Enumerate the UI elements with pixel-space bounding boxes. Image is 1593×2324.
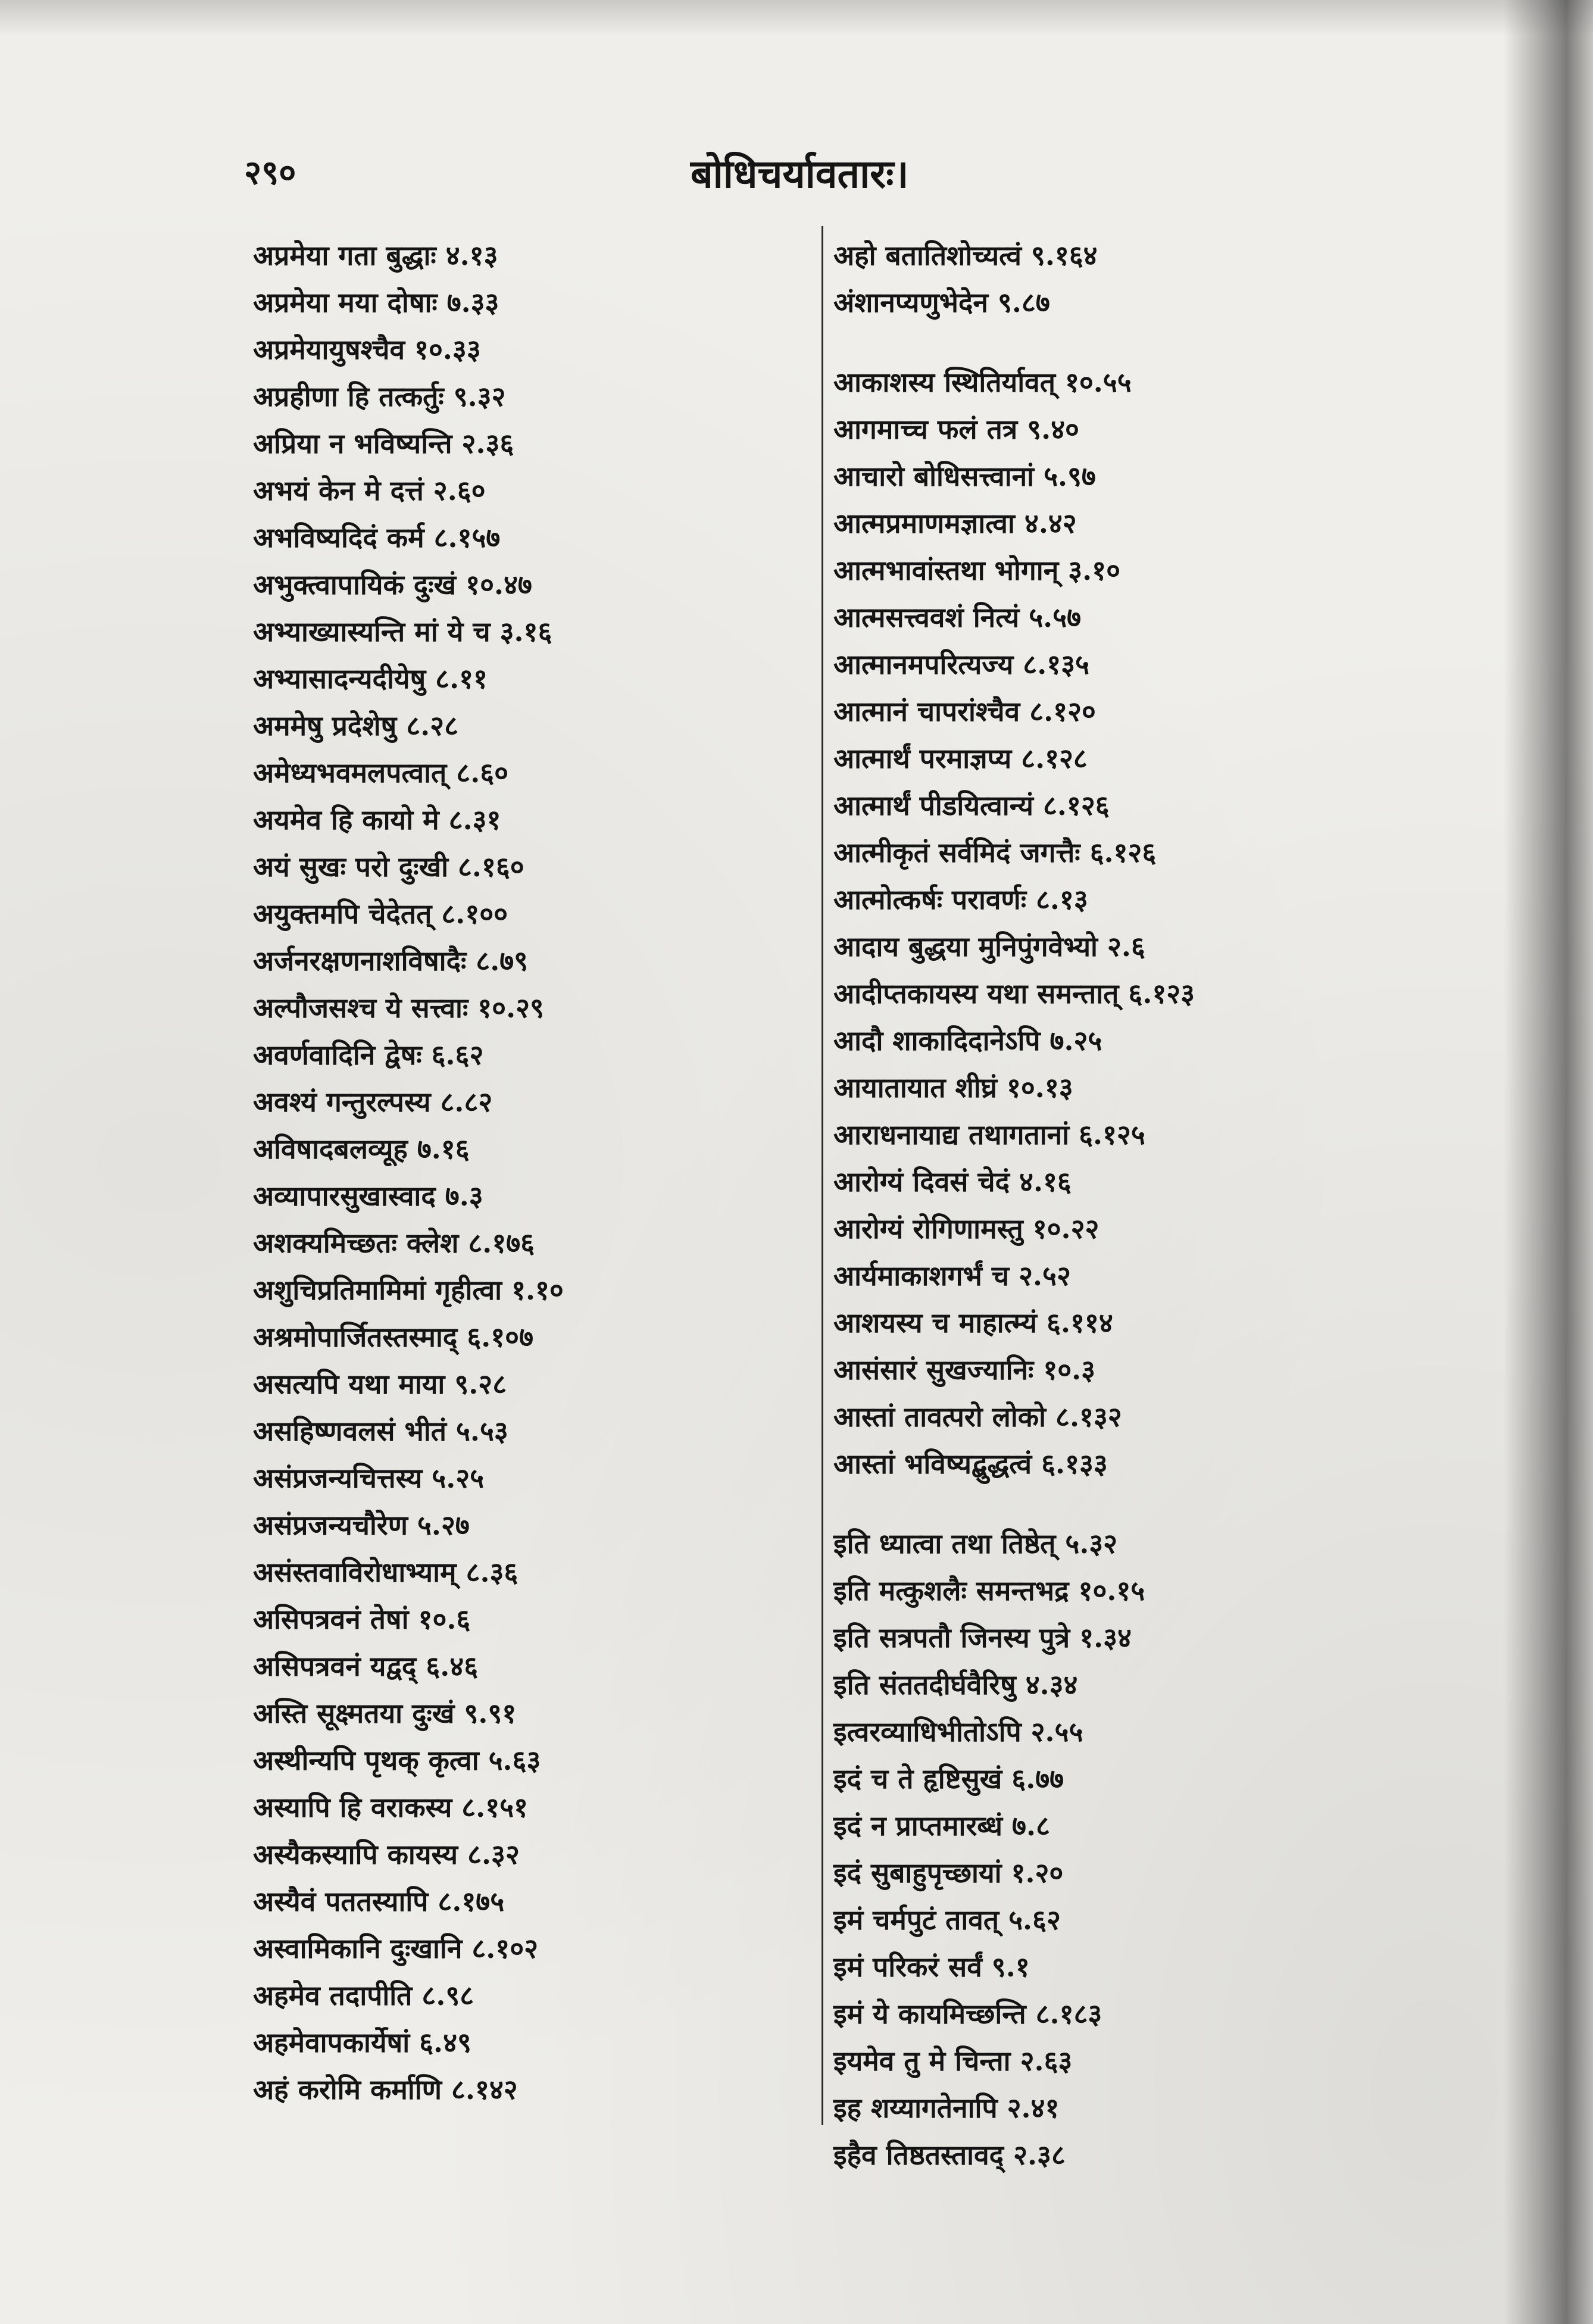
index-entry: आर्यमाकाशगर्भं च २.५२: [833, 1260, 1071, 1292]
index-entry: अप्रहीणा हि तत्कर्तुः ९.३२: [253, 380, 506, 413]
index-entry: अव्यापारसुखास्वाद ७.३: [253, 1180, 483, 1212]
index-entry: इति संततदीर्घवैरिषु ४.३४: [833, 1669, 1078, 1701]
index-entry: असिपत्रवनं तेषां १०.६: [253, 1603, 471, 1635]
index-entry: अस्यापि हि वराकस्य ८.१५१: [253, 1791, 528, 1823]
index-entry: अल्पौजसश्च ये सत्त्वाः १०.२९: [253, 992, 544, 1024]
index-entry: असत्यपि यथा माया ९.२८: [253, 1368, 507, 1400]
index-entry: अहं करोमि कर्माणि ८.१४२: [253, 2073, 518, 2106]
index-entry: अभ्यासादन्यदीयेषु ८.११: [253, 663, 488, 695]
right-group-aa: [833, 359, 1357, 1488]
index-entry: इति मत्कुशलैः समन्तभद्र १०.१५: [833, 1575, 1145, 1607]
index-entry: आयातायात शीघ्रं १०.१३: [833, 1072, 1073, 1104]
index-entry: अभ्याख्यास्यन्ति मां ये च ३.१६: [253, 616, 552, 648]
index-entry: इदं न प्राप्तमारब्धं ७.८: [833, 1810, 1050, 1842]
index-entry: अप्रमेया गता बुद्धाः ४.१३: [253, 239, 498, 271]
index-entry: इहैव तिष्ठतस्तावद् २.३८: [833, 2139, 1066, 2171]
index-entry: अयमेव हि कायो मे ८.३१: [253, 804, 501, 836]
index-entry: आस्तां भविष्यद्बुद्धत्वं ६.१३३: [833, 1448, 1108, 1480]
index-entry: इदं च ते हृष्टिसुखं ६.७७: [833, 1763, 1064, 1795]
index-entry: इमं ये कायमिच्छन्ति ८.१८३: [833, 1998, 1102, 2030]
page-number: २९०: [244, 153, 296, 192]
index-entry: आगमाच्च फलं तत्र ९.४०: [833, 413, 1079, 445]
page-top-shadow: [0, 0, 1593, 36]
index-entry: अभयं केन मे दत्तं २.६०: [253, 474, 486, 507]
index-entry: इत्वरव्याधिभीतोऽपि २.५५: [833, 1716, 1083, 1748]
index-entry: आदौ शाकादिदानेऽपि ७.२५: [833, 1024, 1102, 1057]
index-entry: अवश्यं गन्तुरल्पस्य ८.८२: [253, 1086, 493, 1118]
index-entry: अस्यैकस्यापि कायस्य ८.३२: [253, 1838, 520, 1870]
index-entry: आशयस्य च माहात्म्यं ६.११४: [833, 1307, 1113, 1339]
index-entry: आत्मसत्त्ववशं नित्यं ५.५७: [833, 601, 1081, 633]
index-entry: असंप्रजन्यचौरेण ५.२७: [253, 1509, 470, 1541]
index-entry: आत्मार्थं पीडयित्वान्यं ८.१२६: [833, 789, 1110, 821]
index-entry: आत्मप्रमाणमज्ञात्वा ४.४२: [833, 507, 1077, 539]
index-entry: अयं सुखः परो दुःखी ८.१६०: [253, 851, 524, 883]
left-column: [253, 232, 819, 2113]
index-entry: आसंसारं सुखज्यानिः १०.३: [833, 1354, 1096, 1386]
index-entry: अर्जनरक्षणनाशविषादैः ८.७९: [253, 945, 529, 977]
index-entry: अहमेव तदापीति ८.९८: [253, 1979, 474, 2011]
index-entry: अशक्यमिच्छतः क्लेश ८.१७६: [253, 1227, 535, 1259]
index-entry: आत्मभावांस्तथा भोगान् ३.१०: [833, 554, 1121, 586]
index-entry: इदं सुबाहुपृच्छायां १.२०: [833, 1857, 1064, 1889]
index-entry: अप्रमेयायुषश्चैव १०.३३: [253, 333, 481, 366]
column-divider: [822, 226, 823, 2125]
index-entry: अप्रिया न भविष्यन्ति २.३६: [253, 427, 514, 460]
index-entry: आरोग्यं रोगिणामस्तु १०.२२: [833, 1213, 1100, 1245]
index-entry: इमं चर्मपुटं तावत् ५.६२: [833, 1904, 1061, 1936]
book-gutter-shadow: [1504, 0, 1593, 2324]
index-entry: असंप्रजन्यचित्तस्य ५.२५: [253, 1462, 485, 1494]
index-entry: आस्तां तावत्परो लोको ८.१३२: [833, 1401, 1122, 1433]
index-entry: अविषादबलव्यूह ७.१६: [253, 1133, 470, 1165]
right-group-a: [833, 232, 1357, 326]
index-entry: आचारो बोधिसत्त्वानां ५.९७: [833, 460, 1096, 492]
index-entry: आत्मार्थं परमाज्ञप्य ८.१२८: [833, 742, 1088, 774]
index-entry: अस्यैवं पततस्यापि ८.१७५: [253, 1885, 505, 1917]
index-entry: अंशानप्यणुभेदेन ९.८७: [833, 286, 1050, 318]
index-entry: आराधनायाद्य तथागतानां ६.१२५: [833, 1119, 1145, 1151]
index-entry: इमं परिकरं सर्वं ९.१: [833, 1951, 1030, 1983]
index-entry: आत्मोत्कर्षः परावर्णः ८.१३: [833, 883, 1088, 916]
index-entry: आत्मानं चापरांश्चैव ८.१२०: [833, 695, 1096, 727]
right-column: [833, 232, 1357, 2179]
index-entry: इति सत्रपतौ जिनस्य पुत्रे १.३४: [833, 1622, 1132, 1654]
index-entry: असहिष्णवलसं भीतं ५.५३: [253, 1415, 508, 1447]
index-entry: असिपत्रवनं यद्वद् ६.४६: [253, 1650, 479, 1682]
running-title: बोधिचर्यावतारः।: [691, 151, 909, 197]
right-group-i: [833, 1520, 1357, 2179]
index-entry: अवर्णवादिनि द्वेषः ६.६२: [253, 1039, 484, 1071]
index-entry: इह शय्यागतेनापि २.४१: [833, 2092, 1060, 2124]
index-entry: अमेध्यभवमलपत्वात् ८.६०: [253, 757, 509, 789]
index-entry: अभुक्त्वापायिकं दुःखं १०.४७: [253, 568, 532, 601]
index-entry: अस्वामिकानि दुःखानि ८.१०२: [253, 1932, 539, 1964]
index-entry: असंस्तवाविरोधाभ्याम् ८.३६: [253, 1556, 518, 1588]
index-entry: अहो बतातिशोच्यत्वं ९.१६४: [833, 239, 1098, 271]
index-entry: इयमेव तु मे चिन्ता २.६३: [833, 2045, 1073, 2077]
index-entry: अश्रमोपार्जितस्तस्माद् ६.१०७: [253, 1321, 534, 1353]
index-entry: इति ध्यात्वा तथा तिष्ठेत् ५.३२: [833, 1528, 1118, 1560]
group-gap: [833, 326, 1357, 359]
index-entry: अहमेवापकार्येषां ६.४९: [253, 2026, 471, 2059]
index-entry: अशुचिप्रतिमामिमां गृहीत्वा १.१०: [253, 1274, 564, 1306]
index-entry: आत्मीकृतं सर्वमिदं जगत्तैः ६.१२६: [833, 836, 1157, 869]
index-entry: अस्ति सूक्ष्मतया दुःखं ९.९१: [253, 1697, 517, 1729]
index-entry: आत्मानमपरित्यज्य ८.१३५: [833, 648, 1089, 680]
index-entry: अस्थीन्यपि पृथक् कृत्वा ५.६३: [253, 1744, 541, 1776]
group-gap: [833, 1488, 1357, 1520]
index-entry: आरोग्यं दिवसं चेदं ४.१६: [833, 1166, 1072, 1198]
index-entry: आकाशस्य स्थितिर्यावत् १०.५५: [833, 366, 1132, 398]
index-entry: आदाय बुद्धया मुनिपुंगवेभ्यो २.६: [833, 930, 1145, 963]
index-entry: आदीप्तकायस्य यथा समन्तात् ६.१२३: [833, 977, 1195, 1010]
index-entry: अप्रमेया मया दोषाः ७.३३: [253, 286, 499, 318]
index-entry: अभविष्यदिदं कर्म ८.१५७: [253, 521, 501, 554]
index-entry: अममेषु प्रदेशेषु ८.२८: [253, 710, 459, 742]
index-entry: अयुक्तमपि चेदेतत् ८.१००: [253, 898, 508, 930]
